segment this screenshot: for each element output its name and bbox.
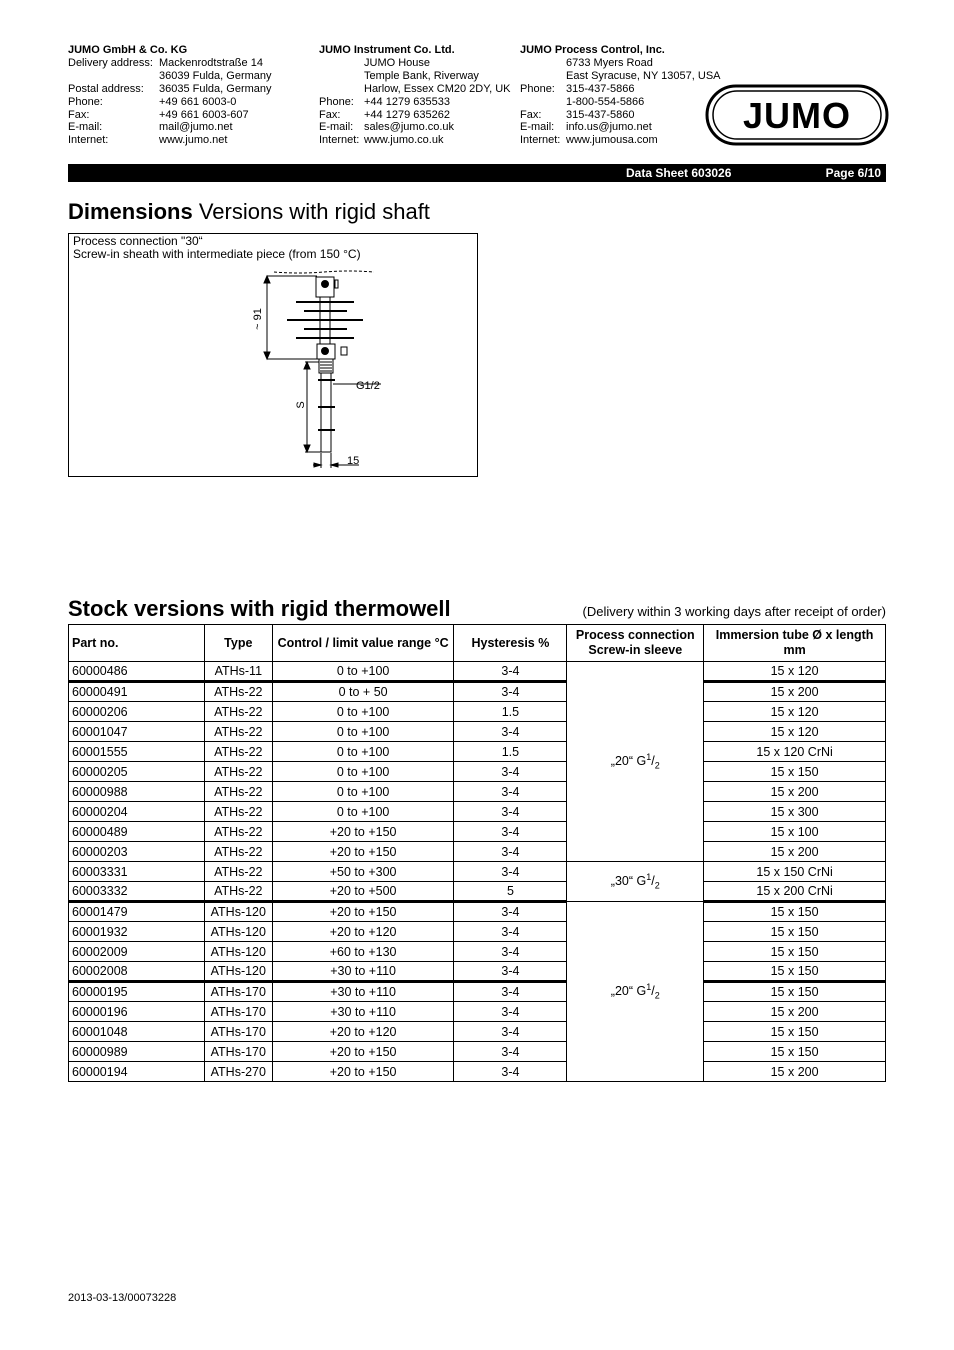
cell-part-no: 60000195 <box>69 982 205 1002</box>
table-row <box>69 1022 886 1042</box>
cell-part-no: 60000206 <box>69 702 205 722</box>
cell-hysteresis: 3-4 <box>454 1022 567 1042</box>
cell-type: ATHs-22 <box>204 682 272 702</box>
address-value: 1-800-554-5866 <box>566 95 645 108</box>
address-line <box>520 134 721 147</box>
address-key: Internet: <box>319 134 360 147</box>
cell-type: ATHs-22 <box>204 722 272 742</box>
cell-part-no: 60001479 <box>69 902 205 922</box>
table-row <box>69 722 886 742</box>
cell-range: +50 to +300 <box>272 862 454 882</box>
address-value: +44 1279 635262 <box>364 108 450 121</box>
address-value: 36039 Fulda, Germany <box>159 69 272 82</box>
cell-type: ATHs-22 <box>204 842 272 862</box>
cell-part-no: 60000203 <box>69 842 205 862</box>
address-value: Mackenrodtstraße 14 <box>159 56 263 69</box>
cell-part-no: 60002009 <box>69 942 205 962</box>
cell-part-no: 60000486 <box>69 662 205 682</box>
cell-immersion-tube: 15 x 200 <box>704 682 886 702</box>
address-value: www.jumo.net <box>159 134 228 147</box>
dimensions-heading-rest: Versions with rigid shaft <box>192 199 430 224</box>
cell-immersion-tube: 15 x 150 <box>704 1042 886 1062</box>
address-value: East Syracuse, NY 13057, USA <box>566 69 721 82</box>
address-value: 6733 Myers Road <box>566 56 653 69</box>
cell-range: 0 to +100 <box>272 802 454 822</box>
address-key: Phone: <box>68 95 103 108</box>
address-value: 36035 Fulda, Germany <box>159 82 272 95</box>
cell-range: +20 to +150 <box>272 902 454 922</box>
address-line <box>319 96 511 109</box>
address-key: Phone: <box>319 95 354 108</box>
company-name: JUMO GmbH & Co. KG <box>68 44 188 56</box>
address-key: E-mail: <box>68 121 103 134</box>
address-value: info.us@jumo.net <box>566 121 652 134</box>
address-key: Phone: <box>520 82 555 95</box>
dimension-drawing <box>68 233 478 477</box>
cell-range: +20 to +120 <box>272 922 454 942</box>
cell-hysteresis: 3-4 <box>454 802 567 822</box>
address-key: E-mail: <box>520 121 555 134</box>
svg-text:JUMO: JUMO <box>742 95 852 136</box>
table-row <box>69 1062 886 1082</box>
address-key <box>319 83 364 96</box>
address-key: E-mail: <box>319 121 354 134</box>
col-type: Type <box>204 625 272 662</box>
cell-range: +20 to +150 <box>272 1062 454 1082</box>
address-value: 315-437-5866 <box>566 82 635 95</box>
cell-part-no: 60003332 <box>69 882 205 902</box>
address-line <box>319 57 511 70</box>
address-value: +49 661 6003-0 <box>159 95 237 108</box>
col-range: Control / limit value range °C <box>272 625 454 662</box>
cell-hysteresis: 3-4 <box>454 762 567 782</box>
dimensions-heading <box>68 199 430 225</box>
cell-immersion-tube: 15 x 150 <box>704 902 886 922</box>
cell-hysteresis: 3-4 <box>454 1062 567 1082</box>
col-immersion-tube: Immersion tube Ø x length mm <box>704 625 886 662</box>
cell-part-no: 60000204 <box>69 802 205 822</box>
cell-range: +30 to +110 <box>272 982 454 1002</box>
address-line <box>520 109 721 122</box>
cell-range: 0 to + 50 <box>272 682 454 702</box>
cell-hysteresis: 3-4 <box>454 682 567 702</box>
cell-type: ATHs-22 <box>204 862 272 882</box>
stock-heading: Stock versions with rigid thermowell <box>68 596 451 621</box>
cell-hysteresis: 3-4 <box>454 942 567 962</box>
cell-type: ATHs-170 <box>204 1002 272 1022</box>
datasheet-number: Data Sheet 603026 <box>626 166 732 180</box>
cell-type: ATHs-120 <box>204 942 272 962</box>
cell-immersion-tube: 15 x 150 <box>704 962 886 982</box>
cell-part-no: 60001555 <box>69 742 205 762</box>
cell-range: 0 to +100 <box>272 702 454 722</box>
address-value: Harlow, Essex CM20 2DY, UK <box>364 82 511 95</box>
cell-part-no: 60000194 <box>69 1062 205 1082</box>
address-line <box>520 57 721 70</box>
table-row <box>69 1002 886 1022</box>
dimension-label-s: S <box>295 401 307 409</box>
address-line <box>68 70 272 83</box>
cell-type: ATHs-22 <box>204 742 272 762</box>
table-row <box>69 982 886 1002</box>
dimension-label-diameter: 15 <box>347 455 360 467</box>
address-line <box>68 121 272 134</box>
address-line <box>68 109 272 122</box>
cell-part-no: 60000989 <box>69 1042 205 1062</box>
table-row <box>69 742 886 762</box>
address-jumo-germany <box>68 44 272 147</box>
table-row <box>69 822 886 842</box>
cell-part-no: 60000988 <box>69 782 205 802</box>
address-key <box>319 70 364 83</box>
cell-process-connection: „30“ $G^1/_2$ <box>567 862 704 902</box>
address-value: JUMO House <box>364 56 431 69</box>
cell-type: ATHs-120 <box>204 902 272 922</box>
address-key: Internet: <box>68 134 109 147</box>
cell-immersion-tube: 15 x 300 <box>704 802 886 822</box>
cell-type: ATHs-22 <box>204 702 272 722</box>
cell-type: ATHs-22 <box>204 782 272 802</box>
address-value: www.jumo.co.uk <box>364 134 444 147</box>
table-row <box>69 1042 886 1062</box>
table-row <box>69 802 886 822</box>
cell-immersion-tube: 15 x 200 <box>704 1062 886 1082</box>
cell-range: 0 to +100 <box>272 722 454 742</box>
cell-immersion-tube: 15 x 150 <box>704 982 886 1002</box>
table-row <box>69 702 886 722</box>
cell-part-no: 60001047 <box>69 722 205 742</box>
col-hysteresis: Hysteresis % <box>454 625 567 662</box>
cell-hysteresis: 3-4 <box>454 902 567 922</box>
stock-table <box>68 624 886 1082</box>
table-row <box>69 962 886 982</box>
page-number: Page 6/10 <box>825 166 881 180</box>
dimensions-heading-bold: Dimensions <box>68 199 193 224</box>
dimension-label-thread: G1/2 <box>356 380 380 392</box>
cell-part-no: 60000491 <box>69 682 205 702</box>
address-value: Temple Bank, Riverway <box>364 69 479 82</box>
address-key <box>520 57 566 70</box>
cell-process-connection: „20“ $G^1/_2$ <box>567 902 704 1082</box>
table-row <box>69 682 886 702</box>
dimension-label-height: ~ 91 <box>252 308 264 330</box>
address-line <box>68 83 272 96</box>
drawing-caption-line2: Screw-in sheath with intermediate piece (from 150 °C) <box>73 247 361 261</box>
cell-range: 0 to +100 <box>272 742 454 762</box>
address-line <box>520 121 721 134</box>
cell-part-no: 60003331 <box>69 862 205 882</box>
cell-part-no: 60001932 <box>69 922 205 942</box>
address-jumo-uk <box>319 44 511 147</box>
table-row <box>69 782 886 802</box>
cell-immersion-tube: 15 x 100 <box>704 822 886 842</box>
cell-type: ATHs-120 <box>204 962 272 982</box>
table-row <box>69 922 886 942</box>
col-part-no: Part no. <box>69 625 205 662</box>
cell-type: ATHs-170 <box>204 1042 272 1062</box>
cell-type: ATHs-11 <box>204 662 272 682</box>
cell-range: +30 to +110 <box>272 962 454 982</box>
cell-type: ATHs-22 <box>204 882 272 902</box>
header-bar <box>68 164 886 182</box>
cell-type: ATHs-170 <box>204 1022 272 1042</box>
cell-part-no: 60002008 <box>69 962 205 982</box>
cell-range: +20 to +500 <box>272 882 454 902</box>
cell-range: +20 to +150 <box>272 822 454 842</box>
address-key <box>520 96 566 109</box>
delivery-note: (Delivery within 3 working days after receipt of order) <box>582 604 886 619</box>
stock-table-header <box>69 625 886 662</box>
cell-immersion-tube: 15 x 150 <box>704 942 886 962</box>
cell-immersion-tube: 15 x 120 CrNi <box>704 742 886 762</box>
cell-hysteresis: 3-4 <box>454 922 567 942</box>
cell-range: +20 to +150 <box>272 1042 454 1062</box>
drawing-caption <box>73 235 361 261</box>
cell-immersion-tube: 15 x 200 <box>704 1002 886 1022</box>
document-code: 2013-03-13/00073228 <box>68 1292 177 1304</box>
col-process-connection: Process connection Screw-in sleeve <box>567 625 704 662</box>
address-key: Internet: <box>520 134 561 147</box>
cell-part-no: 60000489 <box>69 822 205 842</box>
address-jumo-usa <box>520 44 721 147</box>
cell-range: 0 to +100 <box>272 662 454 682</box>
cell-immersion-tube: 15 x 200 <box>704 782 886 802</box>
cell-range: +60 to +130 <box>272 942 454 962</box>
cell-hysteresis: 3-4 <box>454 1042 567 1062</box>
table-row <box>69 762 886 782</box>
cell-immersion-tube: 15 x 120 <box>704 702 886 722</box>
jumo-logo <box>705 84 889 146</box>
cell-range: +20 to +150 <box>272 842 454 862</box>
address-line <box>68 96 272 109</box>
table-row <box>69 862 886 882</box>
table-row <box>69 882 886 902</box>
cell-immersion-tube: 15 x 150 <box>704 1022 886 1042</box>
cell-hysteresis: 3-4 <box>454 722 567 742</box>
cell-immersion-tube: 15 x 120 <box>704 722 886 742</box>
address-key <box>319 57 364 70</box>
cell-type: ATHs-22 <box>204 802 272 822</box>
cell-process-connection: „20“ $G^1/_2$ <box>567 662 704 862</box>
cell-hysteresis: 3-4 <box>454 982 567 1002</box>
cell-immersion-tube: 15 x 150 <box>704 922 886 942</box>
address-value: www.jumousa.com <box>566 134 658 147</box>
cell-type: ATHs-22 <box>204 762 272 782</box>
cell-type: ATHs-170 <box>204 982 272 1002</box>
address-value: sales@jumo.co.uk <box>364 121 455 134</box>
cell-part-no: 60000196 <box>69 1002 205 1022</box>
cell-hysteresis: 5 <box>454 882 567 902</box>
cell-range: +30 to +110 <box>272 1002 454 1022</box>
cell-range: 0 to +100 <box>272 782 454 802</box>
cell-range: 0 to +100 <box>272 762 454 782</box>
address-line <box>319 121 511 134</box>
address-line <box>319 134 511 147</box>
cell-hysteresis: 3-4 <box>454 862 567 882</box>
table-row <box>69 902 886 922</box>
cell-hysteresis: 3-4 <box>454 962 567 982</box>
cell-hysteresis: 3-4 <box>454 1002 567 1022</box>
cell-hysteresis: 3-4 <box>454 842 567 862</box>
cell-type: ATHs-270 <box>204 1062 272 1082</box>
cell-immersion-tube: 15 x 150 <box>704 762 886 782</box>
table-row <box>69 942 886 962</box>
table-row <box>69 842 886 862</box>
address-line <box>68 57 272 70</box>
address-line <box>520 83 721 96</box>
address-key: Fax: <box>68 108 90 121</box>
address-value: 315-437-5860 <box>566 108 635 121</box>
cell-immersion-tube: 15 x 200 CrNi <box>704 882 886 902</box>
address-key: Fax: <box>319 108 341 121</box>
company-name: JUMO Process Control, Inc. <box>520 44 665 56</box>
address-key: Fax: <box>520 108 542 121</box>
cell-type: ATHs-120 <box>204 922 272 942</box>
cell-hysteresis: 1.5 <box>454 702 567 722</box>
address-value: +49 661 6003-607 <box>159 108 249 121</box>
table-row <box>69 662 886 682</box>
address-key: Postal address: <box>68 82 144 95</box>
address-value: mail@jumo.net <box>159 121 233 134</box>
address-value: +44 1279 635533 <box>364 95 450 108</box>
cell-hysteresis: 3-4 <box>454 662 567 682</box>
address-line <box>68 134 272 147</box>
address-line <box>520 70 721 83</box>
address-line <box>319 70 511 83</box>
cell-range: +20 to +120 <box>272 1022 454 1042</box>
cell-immersion-tube: 15 x 120 <box>704 662 886 682</box>
cell-part-no: 60001048 <box>69 1022 205 1042</box>
cell-hysteresis: 3-4 <box>454 782 567 802</box>
cell-immersion-tube: 15 x 200 <box>704 842 886 862</box>
address-line <box>319 109 511 122</box>
cell-type: ATHs-22 <box>204 822 272 842</box>
address-line <box>319 83 511 96</box>
address-key <box>68 70 159 83</box>
cell-hysteresis: 1.5 <box>454 742 567 762</box>
address-key <box>520 70 566 83</box>
drawing-caption-line1: Process connection "30“ <box>73 234 203 248</box>
cell-immersion-tube: 15 x 150 CrNi <box>704 862 886 882</box>
thermowell-drawing <box>69 234 479 478</box>
address-key: Delivery address: <box>68 56 153 69</box>
company-name: JUMO Instrument Co. Ltd. <box>319 44 455 56</box>
address-line <box>520 96 721 109</box>
cell-part-no: 60000205 <box>69 762 205 782</box>
cell-hysteresis: 3-4 <box>454 822 567 842</box>
